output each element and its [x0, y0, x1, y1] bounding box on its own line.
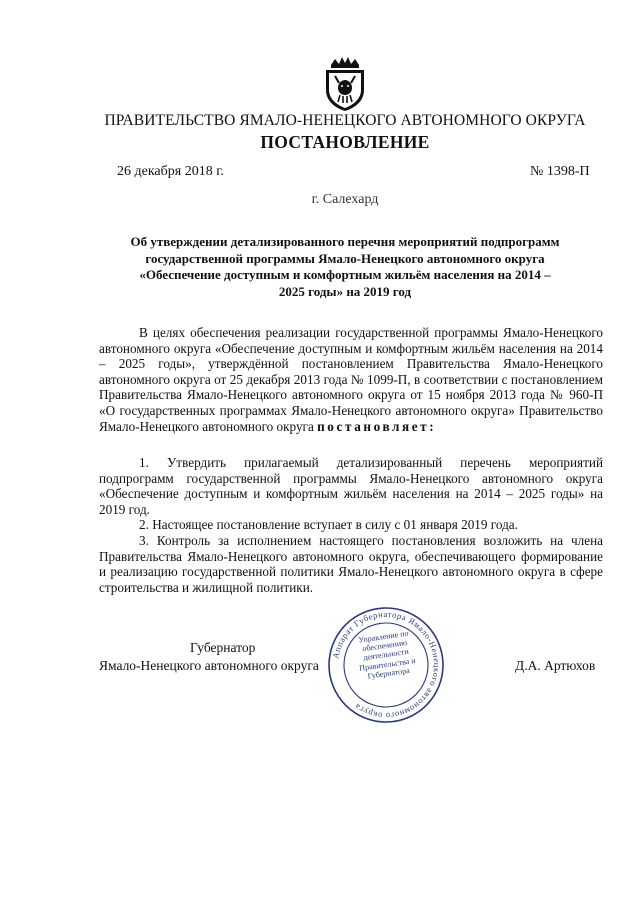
document-subject: Об утверждении детализированного перечня мероприятий подпрограмм государственной программы Ямало-Ненецкого автономного округа «Обеспечение доступным и комфортным жильём населения на 2014 – 2025 годы» на 2019 год	[130, 234, 560, 299]
document-type: ПОСТАНОВЛЕНИЕ	[260, 132, 430, 152]
seal-inner-text: Управление по обеспечению деятельности Правительства и Губернатора	[357, 628, 416, 681]
seal-ring-text: Аппарат Губернатора Ямало-Ненецкого автономного округа	[330, 608, 443, 722]
signatory-organization: Ямало-Ненецкого автономного округа	[99, 658, 319, 673]
preamble-paragraph	[99, 325, 603, 434]
signatory-name: Д.А. Артюхов	[515, 658, 596, 673]
preamble-text: В целях обеспечения реализации государственной программы Ямало-Ненецкого автономного округа «Обеспечение доступным и комфортным жильём населения на 2014 – 2025 годы», утверждённой постановлением Правительства Ямало-Ненецкого автономного округа от 25 декабря 2013 года № 1099-П, в соответствии с постановлением Правительства Ямало-Ненецкого автономного округа от 15 ноября 2013 года № 960-П «О государственных программах Ямало-Ненецкого автономного округа» Правительство Ямало-Ненецкого автономного округа	[99, 325, 603, 434]
preamble-block	[99, 325, 603, 434]
document-date: 26 декабря 2018 г.	[117, 164, 224, 179]
government-title: ПРАВИТЕЛЬСТВО ЯМАЛО-НЕНЕЦКОГО АВТОНОМНОГО ОКРУГА	[104, 112, 586, 129]
resolution-item-1: 1. Утвердить прилагаемый детализированный перечень мероприятий подпрограмм государственной программы Ямало-Ненецкого автономного округа «Обеспечение доступным и комфортным жильём населения на 2014 – 2025 годы» на 2019 год.	[99, 455, 603, 517]
signatory-title: Губернатор	[190, 640, 256, 655]
coat-of-arms-icon	[322, 56, 368, 112]
document-city: г. Салехард	[311, 192, 379, 207]
resolves-word: постановляет:	[317, 418, 437, 434]
resolution-item-3: 3. Контроль за исполнением настоящего постановления возложить на члена Правительства Ямало-Ненецкого автономного округа, обеспечивающего формирование и реализацию государственной политики Ямало-Ненецкого автономного округа в сфере строительства и жилищной политики.	[99, 532, 603, 595]
resolution-item-2: 2. Настоящее постановление вступает в силу с 01 января 2019 года.	[139, 517, 518, 533]
resolution-items	[99, 455, 603, 595]
document-number: № 1398-П	[530, 164, 590, 179]
